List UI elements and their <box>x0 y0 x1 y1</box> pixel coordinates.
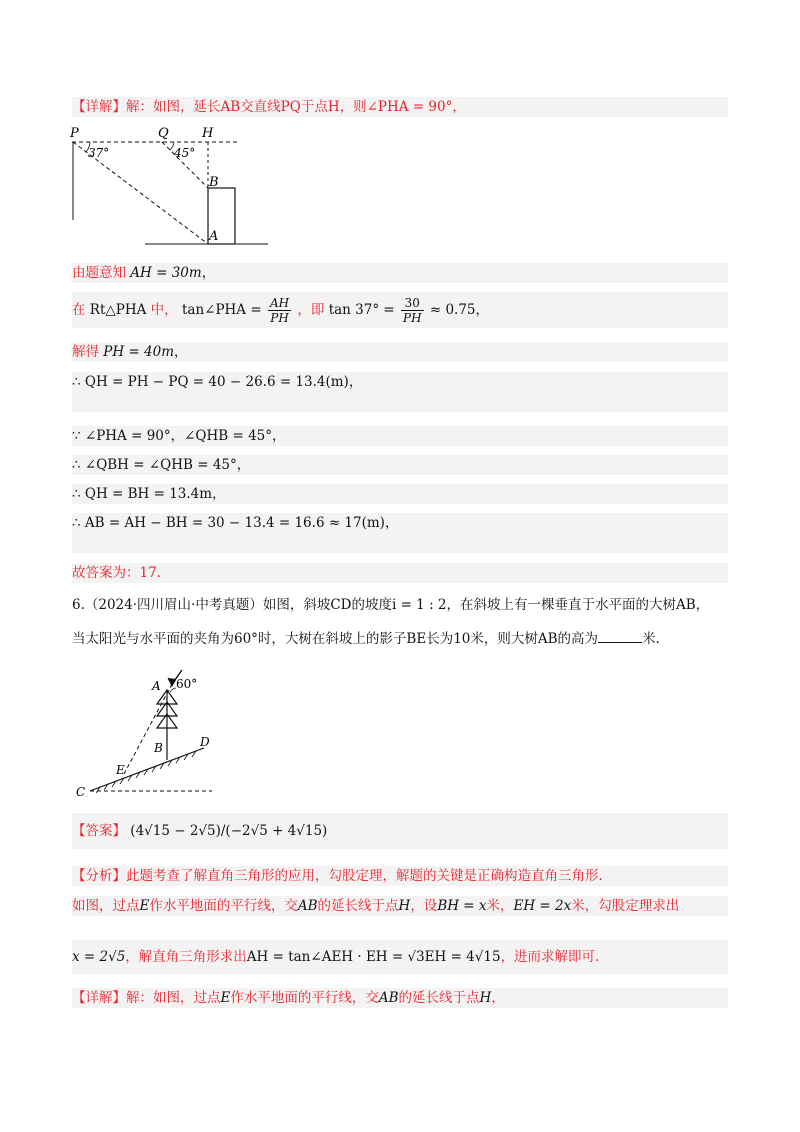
label-d: D <box>200 735 210 749</box>
math-qh-bh: ∴ QH = BH = 13.4m， <box>72 486 226 502</box>
text-in: 在 <box>72 302 86 318</box>
detail-line-7 <box>72 455 728 475</box>
label-45: 45° <box>174 146 196 160</box>
detail2-line-1: 【详解】解：如图，过点E作水平地面的平行线，交AB的延长线于点H， <box>72 988 728 1008</box>
math-ah: AH = 30m <box>130 265 202 281</box>
label-b: B <box>209 175 219 190</box>
math-tan-pha: tan∠PHA = <box>181 302 262 318</box>
analysis-line-1 <box>72 866 728 886</box>
q6-unit: 米. <box>642 631 660 647</box>
answer-tag: 【答案】 <box>72 823 126 839</box>
text-zhong: 中， <box>150 302 178 318</box>
text-solve: 解得 <box>72 344 99 360</box>
math-ph: PH = 40m <box>103 344 175 360</box>
math-x: x = 2√5 <box>72 949 126 965</box>
detail-text: 解：如图，延长AB交直线PQ于点H，则∠PHA = 90°， <box>126 99 466 115</box>
slope-cd <box>90 748 204 791</box>
ray-arrow-head <box>168 678 176 686</box>
q6-text: 当太阳光与水平面的夹角为60°时，大树在斜坡上的影子BE长为10米，则大树AB的高为 <box>72 631 599 647</box>
frac-30-ph: $\frac{30}{PH}$ <box>403 296 422 325</box>
q6-line-2 <box>72 628 728 649</box>
answer-blank <box>598 628 642 643</box>
math-qh: ∴ QH = PH − PQ = 40 − 26.6 = 13.4(m) <box>72 374 349 390</box>
answer-value: (4√15 − 2√5)/(−2√5 + 4√15) <box>130 823 328 839</box>
analysis-text-1: 此题考查了解直角三角形的应用，勾股定理，解题的关键是正确构造直角三角形. <box>126 868 603 884</box>
label-a: A <box>209 229 219 244</box>
detail-line-4: 解得 PH = 40m， <box>72 342 728 362</box>
math-approx: ≈ 0.75 <box>429 302 476 318</box>
label-h: H <box>202 126 214 141</box>
label-e: E <box>116 763 125 777</box>
detail-line-3: 在 Rt△PHA 中， tan∠PHA = $\frac{AH}{PH}$ ，即 tan 37° = $\frac{30}{PH}$ ≈ 0.75， <box>72 292 728 328</box>
q6-line-1: 6.（2024·四川眉山·中考真题）如图，斜坡CD的坡度i = 1 : 2，在斜坡上有一棵垂直于水平面的大树AB， <box>72 597 710 613</box>
final-answer: 故答案为：17. <box>72 565 161 581</box>
math-angles: ∵ ∠PHA = 90°，∠QHB = 45°， <box>72 428 286 444</box>
detail-line-5: ∴ QH = PH − PQ = 40 − 26.6 = 13.4(m)， <box>72 372 728 412</box>
figure-1 <box>70 122 280 250</box>
detail-tag: 【详解】 <box>72 99 126 115</box>
math-ab: ∴ AB = AH − BH = 30 − 13.4 = 16.6 ≈ 17(m) <box>72 515 385 531</box>
label-p: P <box>70 126 79 141</box>
analysis-line-3: x = 2√5，解直角三角形求出AH = tan∠AEH · EH = √3EH = 4√15，进而求解即可. <box>72 940 728 974</box>
text-given: 由题意知 <box>72 265 126 281</box>
label-c: C <box>76 785 86 799</box>
label-60: 60° <box>176 677 198 691</box>
sun-ray <box>124 684 172 774</box>
answer-block <box>72 813 728 849</box>
math-rt: Rt△PHA <box>89 302 147 318</box>
math-tan37: tan 37° = <box>328 302 395 318</box>
analysis-line-2: 如图，过点E作水平地面的平行线，交AB的延长线于点H，设BH = x米，EH = 2x米，勾股定理求出 <box>72 896 728 916</box>
detail-line-9: ∴ AB = AH − BH = 30 − 13.4 = 16.6 ≈ 17(m)， <box>72 513 728 553</box>
detail-line-6 <box>72 426 728 446</box>
frac-ah-ph: $\frac{AH}{PH}$ <box>269 296 290 325</box>
detail-line-1 <box>72 97 728 117</box>
detail2-tag: 【详解】 <box>72 990 126 1006</box>
label-a2: A <box>152 679 161 693</box>
text-ji: ，即 <box>297 302 325 318</box>
label-b2: B <box>154 741 163 755</box>
label-q: Q <box>158 126 169 141</box>
math-qbh: ∴ ∠QBH = ∠QHB = 45°， <box>72 457 251 473</box>
label-37: 37° <box>88 146 110 160</box>
answer-line <box>72 563 728 583</box>
detail-line-8 <box>72 484 728 504</box>
analysis-tag: 【分析】 <box>72 868 126 884</box>
math-ah-2: AH = tan∠AEH · EH = √3EH = 4√15 <box>246 949 501 965</box>
figure-2 <box>72 662 222 802</box>
detail-line-2: 由题意知 AH = 30m， <box>72 263 728 283</box>
